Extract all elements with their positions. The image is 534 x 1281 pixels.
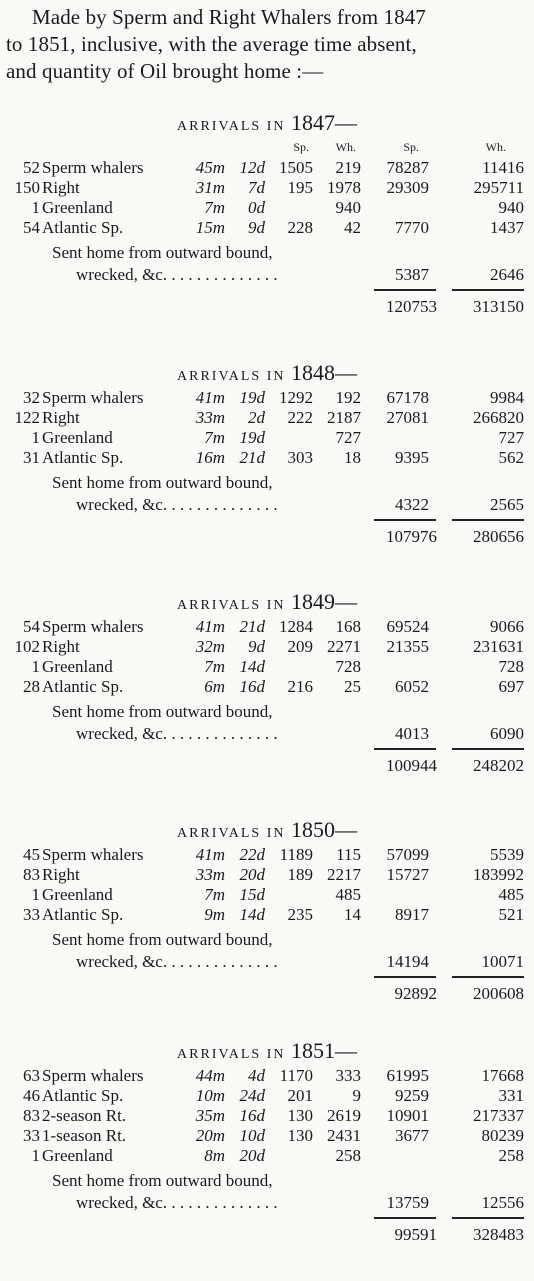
sperm-oil-average: 1505 — [279, 158, 313, 177]
table-row — [0, 677, 534, 697]
months-absent: 16m — [195, 448, 225, 467]
whale-oil-total: 9984 — [490, 388, 524, 407]
months-absent: 45m — [195, 158, 225, 177]
sent-home-values-row — [0, 723, 534, 745]
sperm-oil-total: 7770 — [395, 218, 429, 237]
sent-home-label: Sent home from outward bound, — [52, 930, 273, 949]
rule-line — [452, 976, 524, 978]
vessel-type: Right — [42, 865, 80, 884]
sperm-oil-average: 195 — [287, 178, 313, 197]
months-absent: 7m — [204, 428, 225, 447]
vessel-count: 83 — [23, 865, 40, 884]
rule-line — [374, 519, 436, 521]
vessel-count: 54 — [23, 617, 40, 636]
sperm-oil-average: 209 — [287, 637, 313, 656]
sperm-oil-average: 216 — [287, 677, 313, 696]
sperm-oil-total: 6052 — [395, 677, 429, 696]
vessel-type: Greenland — [42, 885, 113, 904]
whale-oil-average: 192 — [335, 388, 361, 407]
total-whale-oil: 248202 — [473, 756, 524, 775]
whale-oil-average: 14 — [344, 905, 361, 924]
intro-text — [6, 4, 530, 85]
column-headers — [0, 138, 534, 158]
sperm-oil-average: 1170 — [279, 1066, 313, 1085]
vessel-count: 1 — [31, 198, 40, 217]
totals-row — [0, 983, 534, 1005]
whale-oil-average: 25 — [344, 677, 361, 696]
sperm-oil-total: 27081 — [386, 408, 429, 427]
days-absent: 9d — [248, 218, 265, 237]
arrivals-section — [0, 1036, 534, 1246]
arrivals-section — [0, 587, 534, 777]
table-row — [0, 158, 534, 178]
whale-oil-total: 697 — [498, 677, 524, 696]
vessel-type: Sperm whalers — [42, 845, 144, 864]
heading-label: ARRIVALS IN — [177, 598, 286, 613]
vessel-count: 45 — [23, 845, 40, 864]
heading-label: ARRIVALS IN — [177, 369, 286, 384]
sent-sperm-oil: 4322 — [395, 495, 429, 514]
table-row — [0, 388, 534, 408]
rule-line — [374, 976, 436, 978]
months-absent: 41m — [195, 617, 225, 636]
table-row — [0, 617, 534, 637]
sperm-oil-total: 29309 — [386, 178, 429, 197]
sent-home-values-row — [0, 264, 534, 286]
column-header: Wh. — [485, 140, 506, 154]
days-absent: 15d — [239, 885, 265, 904]
whale-oil-average: 333 — [335, 1066, 361, 1085]
whale-oil-total: 231631 — [473, 637, 524, 656]
sent-whale-oil: 12556 — [481, 1193, 524, 1212]
table-row — [0, 1106, 534, 1126]
intro-line-1: Made by Sperm and Right Whalers from 1847 — [32, 5, 426, 29]
whale-oil-total: 9066 — [490, 617, 524, 636]
total-whale-oil: 313150 — [473, 297, 524, 316]
heading-label: ARRIVALS IN — [177, 1047, 286, 1062]
sent-home-values-row — [0, 1192, 534, 1214]
vessel-type: Greenland — [42, 1146, 113, 1165]
total-rule — [0, 1214, 534, 1224]
sent-sperm-oil: 13759 — [386, 1193, 429, 1212]
sent-home-values-row — [0, 951, 534, 973]
days-absent: 4d — [248, 1066, 265, 1085]
sperm-oil-total: 3677 — [395, 1126, 429, 1145]
vessel-type: Sperm whalers — [42, 617, 144, 636]
whale-oil-average: 258 — [335, 1146, 361, 1165]
sent-home-row — [0, 472, 534, 494]
whale-oil-average: 168 — [335, 617, 361, 636]
sperm-oil-average: 1284 — [279, 617, 313, 636]
total-rule — [0, 286, 534, 296]
whale-oil-total: 485 — [498, 885, 524, 904]
sent-home-label: Sent home from outward bound, — [52, 702, 273, 721]
days-absent: 16d — [239, 1106, 265, 1125]
sperm-oil-average: 201 — [287, 1086, 313, 1105]
whale-oil-average: 219 — [335, 158, 361, 177]
whale-oil-total: 727 — [498, 428, 524, 447]
vessel-count: 33 — [23, 905, 40, 924]
table-row — [0, 1086, 534, 1106]
whale-oil-total: 1437 — [490, 218, 524, 237]
months-absent: 6m — [204, 677, 225, 696]
whale-oil-total: 80239 — [481, 1126, 524, 1145]
days-absent: 12d — [239, 158, 265, 177]
sent-whale-oil: 10071 — [481, 952, 524, 971]
total-sperm-oil: 107976 — [386, 527, 437, 546]
days-absent: 21d — [239, 448, 265, 467]
sent-sperm-oil: 4013 — [395, 724, 429, 743]
section-heading — [0, 358, 534, 388]
sperm-oil-total: 9395 — [395, 448, 429, 467]
sperm-oil-total: 15727 — [386, 865, 429, 884]
vessel-count: 1 — [31, 1146, 40, 1165]
section-heading — [0, 587, 534, 617]
wrecked-label: wrecked, &c. . . . . . . . . . . . . . — [76, 724, 278, 743]
table-row — [0, 448, 534, 468]
sent-home-label: Sent home from outward bound, — [52, 473, 273, 492]
sperm-oil-average: 130 — [287, 1106, 313, 1125]
vessel-type: Sperm whalers — [42, 158, 144, 177]
whale-oil-total: 562 — [498, 448, 524, 467]
months-absent: 7m — [204, 657, 225, 676]
heading-year: 1850— — [290, 817, 357, 842]
whale-oil-total: 5539 — [490, 845, 524, 864]
totals-row — [0, 755, 534, 777]
table-row — [0, 657, 534, 677]
whale-oil-total: 940 — [498, 198, 524, 217]
months-absent: 44m — [195, 1066, 225, 1085]
sent-sperm-oil: 14194 — [386, 952, 429, 971]
months-absent: 31m — [195, 178, 225, 197]
vessel-type: Greenland — [42, 198, 113, 217]
heading-label: ARRIVALS IN — [177, 826, 286, 841]
rule-line — [452, 289, 524, 291]
totals-row — [0, 526, 534, 548]
table-row — [0, 428, 534, 448]
days-absent: 2d — [248, 408, 265, 427]
sent-whale-oil: 2646 — [490, 265, 524, 284]
days-absent: 21d — [239, 617, 265, 636]
rule-line — [452, 519, 524, 521]
whale-oil-total: 183992 — [473, 865, 524, 884]
vessel-count: 1 — [31, 428, 40, 447]
wrecked-label: wrecked, &c. . . . . . . . . . . . . . — [76, 265, 278, 284]
months-absent: 32m — [195, 637, 225, 656]
vessel-count: 28 — [23, 677, 40, 696]
vessel-count: 83 — [23, 1106, 40, 1125]
heading-year: 1847— — [290, 110, 357, 135]
total-sperm-oil: 100944 — [386, 756, 437, 775]
table-row — [0, 865, 534, 885]
months-absent: 41m — [195, 388, 225, 407]
sperm-oil-average: 189 — [287, 865, 313, 884]
whale-oil-average: 2217 — [327, 865, 361, 884]
table-row — [0, 905, 534, 925]
table-row — [0, 408, 534, 428]
total-whale-oil: 328483 — [473, 1225, 524, 1244]
whale-oil-average: 9 — [352, 1086, 361, 1105]
months-absent: 15m — [195, 218, 225, 237]
sent-home-row — [0, 1170, 534, 1192]
vessel-type: Right — [42, 408, 80, 427]
sperm-oil-average: 235 — [287, 905, 313, 924]
table-row — [0, 1126, 534, 1146]
vessel-type: Greenland — [42, 657, 113, 676]
totals-row — [0, 1224, 534, 1246]
days-absent: 14d — [239, 905, 265, 924]
arrivals-section — [0, 358, 534, 548]
months-absent: 9m — [204, 905, 225, 924]
sperm-oil-average: 222 — [287, 408, 313, 427]
whale-oil-total: 11416 — [482, 158, 524, 177]
section-heading — [0, 815, 534, 845]
table-row — [0, 198, 534, 218]
sperm-oil-total: 8917 — [395, 905, 429, 924]
table-row — [0, 637, 534, 657]
days-absent: 22d — [239, 845, 265, 864]
vessel-count: 54 — [23, 218, 40, 237]
vessel-count: 31 — [23, 448, 40, 467]
sperm-oil-total: 69524 — [386, 617, 429, 636]
sperm-oil-total: 21355 — [386, 637, 429, 656]
days-absent: 10d — [239, 1126, 265, 1145]
heading-label: ARRIVALS IN — [177, 119, 286, 134]
column-header: Wh. — [335, 140, 356, 154]
table-row — [0, 845, 534, 865]
whale-oil-total: 521 — [498, 905, 524, 924]
section-heading — [0, 1036, 534, 1066]
rule-line — [374, 289, 436, 291]
sent-whale-oil: 2565 — [490, 495, 524, 514]
vessel-count: 1 — [31, 885, 40, 904]
months-absent: 41m — [195, 845, 225, 864]
vessel-count: 102 — [14, 637, 40, 656]
column-header: Sp. — [293, 140, 309, 154]
sent-home-row — [0, 929, 534, 951]
vessel-count: 46 — [23, 1086, 40, 1105]
sperm-oil-average: 130 — [287, 1126, 313, 1145]
months-absent: 7m — [204, 198, 225, 217]
sent-home-row — [0, 701, 534, 723]
table-row — [0, 218, 534, 238]
wrecked-label: wrecked, &c. . . . . . . . . . . . . . — [76, 495, 278, 514]
whale-oil-average: 940 — [335, 198, 361, 217]
whale-oil-total: 728 — [498, 657, 524, 676]
sperm-oil-average: 303 — [287, 448, 313, 467]
total-sperm-oil: 92892 — [394, 984, 437, 1003]
days-absent: 24d — [239, 1086, 265, 1105]
vessel-type: 2-season Rt. — [42, 1106, 127, 1125]
whale-oil-average: 2187 — [327, 408, 361, 427]
table-row — [0, 1146, 534, 1166]
arrivals-section — [0, 108, 534, 318]
days-absent: 14d — [239, 657, 265, 676]
total-whale-oil: 280656 — [473, 527, 524, 546]
sent-home-label: Sent home from outward bound, — [52, 243, 273, 262]
vessel-type: Sperm whalers — [42, 1066, 144, 1085]
table-row — [0, 178, 534, 198]
vessel-count: 63 — [23, 1066, 40, 1085]
months-absent: 33m — [195, 865, 225, 884]
vessel-count: 33 — [23, 1126, 40, 1145]
days-absent: 9d — [248, 637, 265, 656]
whale-oil-total: 217337 — [473, 1106, 524, 1125]
months-absent: 8m — [204, 1146, 225, 1165]
months-absent: 7m — [204, 885, 225, 904]
months-absent: 10m — [195, 1086, 225, 1105]
sperm-oil-total: 61995 — [386, 1066, 429, 1085]
totals-row — [0, 296, 534, 318]
total-sperm-oil: 99591 — [394, 1225, 437, 1244]
whale-oil-total: 17668 — [481, 1066, 524, 1085]
vessel-type: Atlantic Sp. — [42, 1086, 124, 1105]
sent-home-values-row — [0, 494, 534, 516]
vessel-type: Atlantic Sp. — [42, 218, 124, 237]
vessel-count: 150 — [14, 178, 40, 197]
vessel-type: 1-season Rt. — [42, 1126, 127, 1145]
sperm-oil-average: 1189 — [279, 845, 313, 864]
months-absent: 33m — [195, 408, 225, 427]
vessel-type: Sperm whalers — [42, 388, 144, 407]
sent-home-label: Sent home from outward bound, — [52, 1171, 273, 1190]
days-absent: 16d — [239, 677, 265, 696]
sperm-oil-total: 78287 — [386, 158, 429, 177]
months-absent: 35m — [195, 1106, 225, 1125]
rule-line — [374, 748, 436, 750]
sent-home-row — [0, 242, 534, 264]
sent-sperm-oil: 5387 — [395, 265, 429, 284]
total-sperm-oil: 120753 — [386, 297, 437, 316]
rule-line — [374, 1217, 436, 1219]
whale-oil-total: 295711 — [473, 178, 524, 197]
table-row — [0, 885, 534, 905]
vessel-type: Atlantic Sp. — [42, 448, 124, 467]
vessel-count: 52 — [23, 158, 40, 177]
whale-oil-total: 258 — [498, 1146, 524, 1165]
days-absent: 20d — [239, 865, 265, 884]
vessel-count: 122 — [14, 408, 40, 427]
intro-line-3: and quantity of Oil brought home :— — [6, 59, 324, 83]
days-absent: 7d — [248, 178, 265, 197]
heading-year: 1849— — [290, 589, 357, 614]
sperm-oil-average: 1292 — [279, 388, 313, 407]
wrecked-label: wrecked, &c. . . . . . . . . . . . . . — [76, 952, 278, 971]
total-rule — [0, 745, 534, 755]
total-rule — [0, 516, 534, 526]
whale-oil-average: 2619 — [327, 1106, 361, 1125]
intro-line-2: to 1851, inclusive, with the average time absent, — [6, 32, 417, 56]
whale-oil-average: 727 — [335, 428, 361, 447]
whale-oil-average: 2271 — [327, 637, 361, 656]
days-absent: 19d — [239, 388, 265, 407]
whale-oil-average: 728 — [335, 657, 361, 676]
sperm-oil-total: 9259 — [395, 1086, 429, 1105]
rule-line — [452, 748, 524, 750]
sperm-oil-total: 10901 — [386, 1106, 429, 1125]
arrivals-section — [0, 815, 534, 1005]
vessel-type: Atlantic Sp. — [42, 905, 124, 924]
whale-oil-average: 485 — [335, 885, 361, 904]
days-absent: 0d — [248, 198, 265, 217]
total-rule — [0, 973, 534, 983]
days-absent: 19d — [239, 428, 265, 447]
vessel-type: Greenland — [42, 428, 113, 447]
sperm-oil-total: 67178 — [386, 388, 429, 407]
whale-oil-total: 331 — [498, 1086, 524, 1105]
vessel-count: 32 — [23, 388, 40, 407]
heading-year: 1848— — [290, 360, 357, 385]
vessel-type: Right — [42, 637, 80, 656]
rule-line — [452, 1217, 524, 1219]
heading-year: 1851— — [290, 1038, 357, 1063]
wrecked-label: wrecked, &c. . . . . . . . . . . . . . — [76, 1193, 278, 1212]
vessel-count: 1 — [31, 657, 40, 676]
months-absent: 20m — [195, 1126, 225, 1145]
vessel-type: Atlantic Sp. — [42, 677, 124, 696]
vessel-type: Right — [42, 178, 80, 197]
whale-oil-average: 1978 — [327, 178, 361, 197]
sent-whale-oil: 6090 — [490, 724, 524, 743]
whale-oil-average: 42 — [344, 218, 361, 237]
sperm-oil-total: 57099 — [386, 845, 429, 864]
table-row — [0, 1066, 534, 1086]
whale-oil-average: 18 — [344, 448, 361, 467]
whale-oil-average: 115 — [336, 845, 361, 864]
days-absent: 20d — [239, 1146, 265, 1165]
column-header: Sp. — [403, 140, 419, 154]
sperm-oil-average: 228 — [287, 218, 313, 237]
whale-oil-total: 266820 — [473, 408, 524, 427]
total-whale-oil: 200608 — [473, 984, 524, 1003]
section-heading — [0, 108, 534, 138]
whale-oil-average: 2431 — [327, 1126, 361, 1145]
